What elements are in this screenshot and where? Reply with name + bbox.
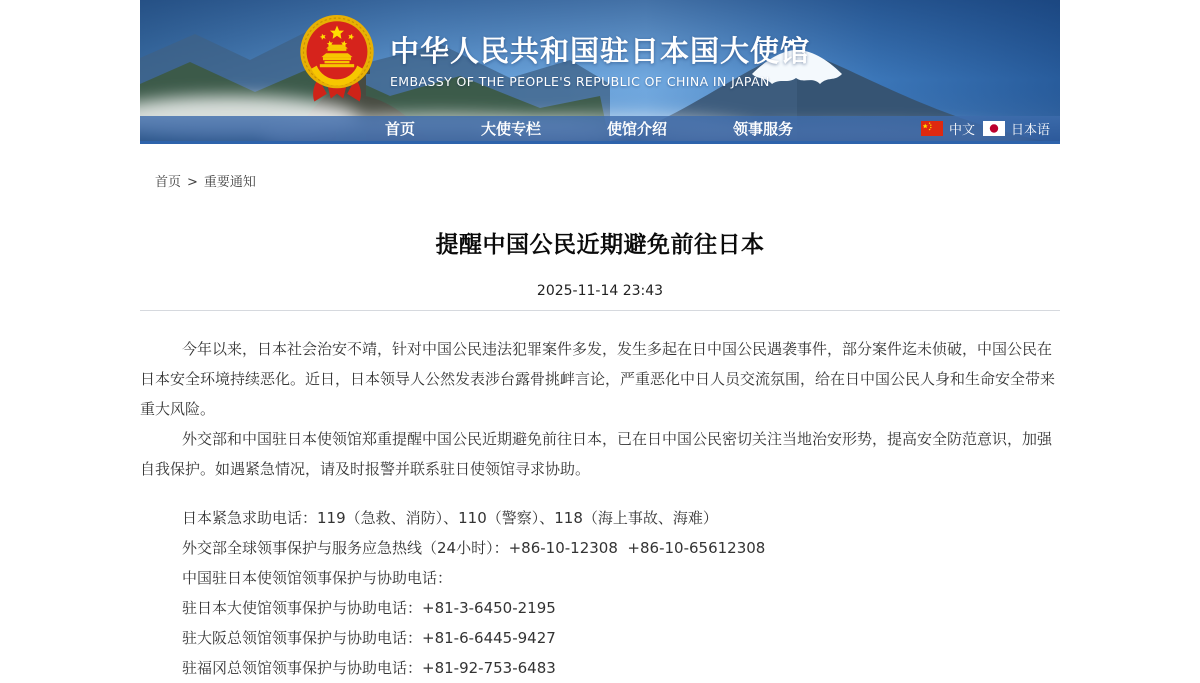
article-date: 2025-11-14 23:43: [536, 283, 664, 299]
contact-line-japan-emergency: 日本紧急求助电话：119（急救、消防）、110（警察）、118（海上事故、海难）: [182, 509, 718, 527]
language-chinese-label: 中文: [948, 123, 975, 138]
contact-line-embassy-tokyo: 驻日本大使馆领事保护与协助电话：+81-3-6450-2195: [182, 599, 556, 617]
site-title: 中华人民共和国驻日本国大使馆: [390, 34, 811, 69]
contact-line-missions-header: 中国驻日本使领馆领事保护与协助电话：: [182, 569, 453, 587]
language-chinese-link[interactable]: [921, 119, 975, 138]
language-switcher: [921, 119, 1060, 138]
article-title: 提醒中国公民近期避免前往日本: [435, 232, 765, 258]
site-subtitle: EMBASSY OF THE PEOPLE'S REPUBLIC OF CHINA IN JAPAN: [390, 73, 770, 89]
banner: [140, 0, 1060, 144]
contact-line-mfa-hotline: 外交部全球领事保护与服务应急热线（24小时）：+86-10-12308 +86-10-65612308: [182, 539, 766, 557]
breadcrumb: [155, 171, 1060, 190]
article-body: [140, 334, 1060, 683]
language-japanese-link[interactable]: [983, 119, 1050, 138]
main-nav: [140, 116, 1060, 144]
embassy-page: [140, 0, 1060, 683]
nav-item-embassy-intro[interactable]: 使馆介绍: [607, 120, 668, 138]
title-divider: [140, 310, 1060, 311]
china-national-emblem-icon: [298, 11, 376, 111]
banner-titles: [390, 33, 810, 88]
article-paragraph: 今年以来，日本社会治安不靖，针对中国公民违法犯罪案件多发，发生多起在日中国公民遇袭事件，部分案件迄未侦破，中国公民在日本安全环境持续恶化。近日，日本领导人公然发表涉台露骨挑衅言论，严重恶化中日人员交流氛围，给在日中国公民人身和生命安全带来重大风险。: [140, 340, 1056, 418]
breadcrumb-home-link[interactable]: 首页: [155, 175, 182, 190]
breadcrumb-separator: >: [187, 175, 198, 190]
article-paragraph: 外交部和中国驻日本使领馆郑重提醒中国公民近期避免前往日本，已在日中国公民密切关注当地治安形势，提高安全防范意识，加强自我保护。如遇紧急情况，请及时报警并联系驻日使领馆寻求协助。: [140, 430, 1053, 478]
contact-line-consulate-fukuoka: 驻福冈总领馆领事保护与协助电话：+81-92-753-6483: [182, 659, 556, 677]
language-japanese-label: 日本语: [1010, 123, 1050, 138]
breadcrumb-current: 重要通知: [203, 175, 256, 190]
nav-item-ambassador-column[interactable]: 大使专栏: [481, 120, 542, 138]
nav-item-home[interactable]: 首页: [385, 120, 416, 138]
nav-item-consular-services[interactable]: 领事服务: [733, 120, 794, 138]
china-flag-icon: [921, 121, 943, 136]
emergency-contacts: [140, 503, 1060, 683]
japan-flag-icon: [983, 121, 1005, 136]
contact-line-consulate-osaka: 驻大阪总领馆领事保护与协助电话：+81-6-6445-9427: [182, 629, 556, 647]
banner-identity: [298, 11, 810, 111]
article: [140, 226, 1060, 683]
